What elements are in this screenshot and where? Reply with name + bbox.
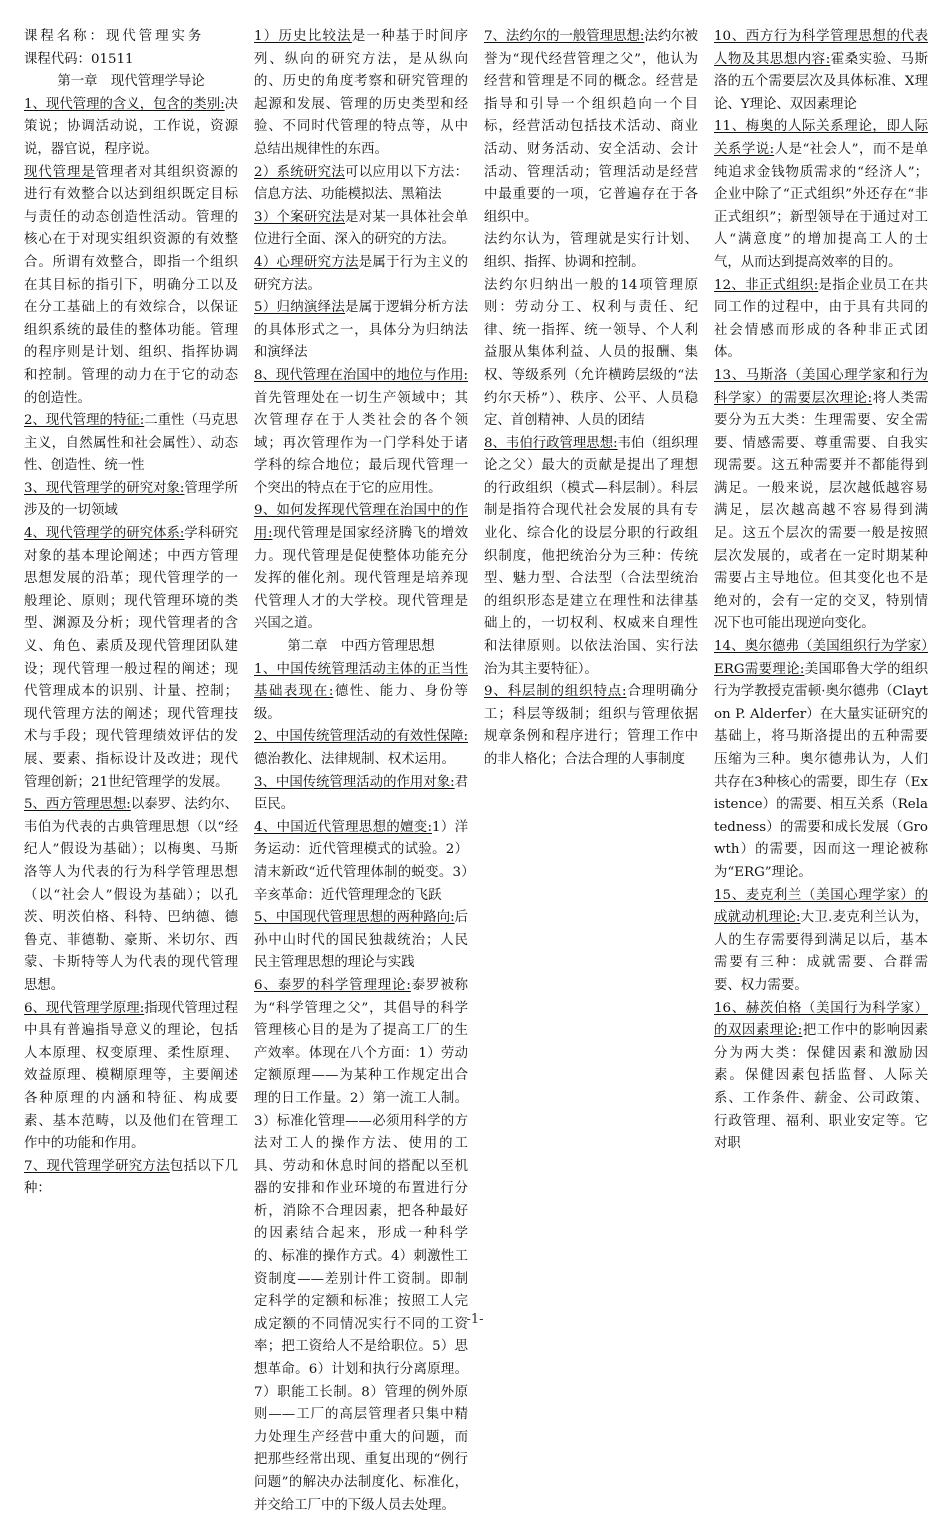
item-text: 决策说；协调活动说，工作说，资源说，器官说，程序说。 xyxy=(24,96,239,157)
ch2-item-12 xyxy=(714,275,928,365)
item-heading: 6、现代管理学原理: xyxy=(24,1000,145,1016)
item-6 xyxy=(24,998,238,1156)
item-heading: 4）心理研究方法 xyxy=(254,254,359,270)
ch2-item-7-paragraph-3: 法约尔归纳出一般的14项管理原则：劳动分工、权利与责任、纪律、统一指挥、统一领导、个人利益服从集体利益、人员的报酬、集权、等级系列（允许横跨层级的“法约尔天桥”）、秩序、公平、人员稳定、首创精神、人员的团结 xyxy=(484,277,698,429)
column-1 xyxy=(24,26,238,1304)
item-heading: 11、梅奥的人际关系理论，即人际关系学说: xyxy=(714,119,928,157)
item-heading: 1、中国传统管理活动主体的正当性基础表现在: xyxy=(254,661,468,700)
page-number: -1- xyxy=(466,1312,484,1327)
ch2-item-6 xyxy=(254,975,468,1517)
ch2-item-15 xyxy=(714,885,928,998)
item-text: 是指企业员工在共同工作的过程中，由于具有共同的社会情感而形成的各种非正式团体。 xyxy=(714,277,928,361)
ch2-item-4 xyxy=(254,817,468,907)
item-heading: 现代管理是 xyxy=(24,164,96,180)
item-heading: 1、现代管理的含义，包含的类别: xyxy=(24,96,225,112)
item-heading: 5）归纳演绎法 xyxy=(254,300,346,316)
ch2-item-7-paragraph-2: 法约尔认为，管理就是实行计划、组织、指挥、协调和控制。 xyxy=(484,232,698,270)
item-heading: 4、中国近代管理思想的嬗变: xyxy=(254,819,433,835)
item-text: 是属于行为主义的研究方法。 xyxy=(254,254,468,293)
course-code: 课程代码：01511 xyxy=(24,51,134,67)
item-text: 以泰罗、法约尔、韦伯为代表的古典管理思想（以“经纪人”假设为基础）；以梅奥、马斯洛等人为代表的行为科学管理思想（以“社会人”假设为基础）；以孔茨、明茨伯格、科特、巴纳德、德鲁克、菲德勒、豪斯、米切尔、西蒙、卡斯特等人为代表的现代管理思想。 xyxy=(24,797,239,993)
method-2 xyxy=(254,162,468,207)
item-heading: 3、中国传统管理活动的作用对象: xyxy=(254,774,455,790)
chapter-1-title: 第一章 现代管理学导论 xyxy=(57,74,205,90)
item-text: 1）洋务运动：近代管理模式的试验。2）清末新政“近代管理体制的蜕变。3）辛亥革命：近代管理理念的飞跃 xyxy=(254,819,468,903)
item-text: 是一种基于时间序列、纵向的研究方法，是从纵向的、历史的角度考察和研究管理的起源和发展、管理的历史类型和经验、不同时代管理的特点等，从中总结出规律性的东西。 xyxy=(254,29,468,157)
item-4 xyxy=(24,523,238,794)
item-heading: 8、现代管理在治国中的地位与作用: xyxy=(254,367,468,383)
item-text: 把工作中的影响因素分为两大类：保健因素和激励因素。保健因素包括监督、人际关系、工作条件、薪金、公司政策、行政管理、福利、职业安定等。它对职 xyxy=(714,1023,929,1152)
item-text: 韦伯（组织理论之父）最大的贡献是提出了理想的行政组织（模式—科层制）。科层制是指符合现代社会发展的具有专业化、综合化的设层分职的行政组织制度，他把统治分为三种：传统型、魅力型、合法型（合法型统治的组织形态是建立在理性和法律基础上的，一切权利、权威来自理性和法律原则。以依法治国、实行法治为其主要特征）。 xyxy=(484,435,699,677)
ch2-item-13 xyxy=(714,365,928,636)
item-text: 管理者对其组织资源的进行有效整合以达到组织既定目标与责任的动态创造性活动。管理的核心在于对现实组织资源的有效整合。所谓有效整合，即指一个组织在其目标的指引下，明确分工以及在分工基础上的有效综合，以保证组织系统的最佳的整体功能。管理的程序则是计划、组织、指挥协调和控制。管理的动力在于它的动态的创造性。 xyxy=(24,164,239,406)
ch2-item-8 xyxy=(484,433,698,682)
item-text: 大卫.麦克利兰认为，人的生存需要得到满足以后，基本需要有三种：成就需要、合群需要、权力需要。 xyxy=(714,910,928,993)
ch2-item-14 xyxy=(714,636,928,885)
ch2-item-7 xyxy=(484,26,698,229)
item-text: 合理明确分工；科层等级制；组织与管理依据规章条例和程序进行；管理工作中的非人格化；合法合理的人事制度 xyxy=(484,684,698,767)
item-text: 是属于逻辑分析方法的具体形式之一，具体分为归纳法和演绎法 xyxy=(254,300,468,361)
ch2-item-9 xyxy=(484,681,698,771)
ch2-item-3 xyxy=(254,772,468,817)
item-text: 首先管理处在一切生产领域中；其次管理存在于人类社会的各个领域；再次管理作为一门学科处于诸学科的综合地位；最后现代管理一个突出的特点在于它的应用性。 xyxy=(254,390,468,496)
item-1 xyxy=(24,94,238,162)
method-3 xyxy=(254,207,468,252)
item-heading: 3、现代管理学的研究对象: xyxy=(24,480,185,496)
item-text: 泰罗被称为“科学管理之父”，其倡导的科学管理核心目的是为了提高工厂的生产效率。体现在八个方面：1）劳动定额原理——为某种工作规定出合理的日工作量。2）第一流工人制。3）标准化管理——必须用科学的方法对工人的操作方法、使用的工具、劳动和休息时间的搭配以至机器的安排和作业环境的布置进行分析，消除不合理因素，把各种最好的因素结合起来，形成一种科学的、标准的操作方式。4）刺激性工资制度——差别计件工资制。即制定科学的定额和标准；按照工人完成定额的不同情况实行不同的工资率；把工资给人不是给职位。5）思想革命。6）计划和执行分离原理。7）职能工长制。8）管理的例外原则——工厂的高层管理者只集中精力处理生产经营中重大的问题，而把那些经常出现、重复出现的“例行问题”的解决办法制度化、标准化，并交给工厂中的下级人员去处理。 xyxy=(254,977,469,1513)
item-text: 可以应用以下方法：信息方法、功能模拟法、黑箱法 xyxy=(254,164,468,203)
item-heading: 7、现代管理学研究方法 xyxy=(24,1158,170,1174)
ch2-item-1 xyxy=(254,659,468,727)
item-heading: 1）历史比较法 xyxy=(254,29,352,44)
item-text: 霍桑实验、马斯洛的五个需要层次及具体标准、X理论、Y理论、双因素理论 xyxy=(714,51,929,112)
item-heading: 3）个案研究法 xyxy=(254,209,346,225)
item-9 xyxy=(254,500,468,636)
item-heading: 9、科层制的组织特点: xyxy=(484,684,627,700)
item-heading: 5、西方管理思想: xyxy=(24,797,131,813)
item-1-definition xyxy=(24,162,238,411)
item-text: 二重性（马克思主义，自然属性和社会属性）、动态性、创造性、统一性 xyxy=(24,413,239,474)
item-heading: 15、麦克利兰（美国心理学家）的成就动机理论: xyxy=(714,887,928,926)
ch2-item-2 xyxy=(254,726,468,771)
item-text: 管理学所涉及的一切领域 xyxy=(24,480,239,519)
item-heading: 12、非正式组织: xyxy=(714,277,819,293)
item-7 xyxy=(24,1156,238,1201)
course-name: 课程名称：现代管理实务 xyxy=(24,29,205,44)
item-heading: 2、中国传统管理活动的有效性保障: xyxy=(254,729,468,745)
method-1 xyxy=(254,26,468,162)
item-text: 美国耶鲁大学的组织行为学教授克雷顿·奥尔德弗（Clayton P. Alderfer）在大量实证研究的基础上，将马斯洛提出的五种需要压缩为三种。奥尔德弗认为，人们共存在3种核心的需要，即生存（Existence）的需要、相互关系（Relatedness）的需要和成长发展（Growth）的需要，因而这一理论被称为“ERG”理论。 xyxy=(714,661,928,880)
ch2-item-11 xyxy=(714,116,928,274)
item-heading: 10、西方行为科学管理思想的代表人物及其思想内容: xyxy=(714,29,928,67)
item-heading: 4、现代管理学的研究体系: xyxy=(24,526,185,542)
item-5 xyxy=(24,794,238,997)
item-heading: 14、奥尔德弗（美国组织行为学家）ERG需要理论: xyxy=(714,639,928,677)
ch2-item-5 xyxy=(254,907,468,975)
item-heading: 2）系统研究法 xyxy=(254,164,346,180)
item-heading: 7、法约尔的一般管理思想: xyxy=(484,29,645,44)
ch2-item-16 xyxy=(714,998,928,1156)
item-heading: 8、韦伯行政管理思想: xyxy=(484,435,618,451)
item-heading: 6、泰罗的科学管理理论: xyxy=(254,977,411,993)
item-heading: 9、如何发挥现代管理在治国中的作用: xyxy=(254,503,468,542)
item-heading: 16、赫茨伯格（美国行为科学家）的双因素理论: xyxy=(714,1000,928,1039)
item-text: 学科研究对象的基本理论阐述；中西方管理思想发展的沿革；现代管理学的一般理论、原则；现代管理环境的类型、渊源及分析；现代管理者的含义、角色、素质及现代管理团队建设；现代管理一般过程的阐述；现代管理成本的识别、计量、控制；现代管理方法的阐述；现代管理技术与手段；现代管理绩效评估的发展、要素、指标设计及改进；现代管理创新；21世纪管理学的发展。 xyxy=(24,526,239,790)
item-text: 现代管理是国家经济腾飞的增效力。现代管理是促使整体功能充分发挥的催化剂。现代管理是培养现代管理人才的大学校。现代管理是兴国之道。 xyxy=(254,526,469,632)
item-heading: 13、马斯洛（美国心理学家和行为科学家）的需要层次理论: xyxy=(714,367,928,406)
item-text: 德治教化、法律规制、权术运用。 xyxy=(254,752,455,767)
item-text: 将人类需要分为五大类：生理需要、安全需要、情感需要、尊重需要、自我实现需要。这五种需要并不都能得到满足。一般来说，层次越低越容易满足，层次越高越不容易得到满足。这五个层次的需要一般是按照层次发展的，或者在一定时期某种需要占主导地位。但其变化也不是绝对的，会有一定的交叉，特别情况下也可能出现逆向变化。 xyxy=(714,390,929,632)
item-text: 君臣民。 xyxy=(254,774,469,813)
column-4 xyxy=(714,26,928,1304)
column-2 xyxy=(254,26,469,1513)
column-3 xyxy=(484,26,698,1304)
item-text: 指现代管理过程中具有普遍指导意义的理论，包括人本原理、权变原理、柔性原理、效益原理、模糊原理等，主要阐述各种原理的内涵和特征、构成要素、基本范畴，以及他们在管理工作中的功能和作用。 xyxy=(24,1000,239,1152)
method-4 xyxy=(254,252,468,297)
item-text: 德性、能力、身份等级。 xyxy=(254,684,468,722)
item-text: 包括以下几种： xyxy=(24,1158,238,1197)
chapter-2-title: 第二章 中西方管理思想 xyxy=(287,639,435,655)
item-heading: 2、现代管理的特征: xyxy=(24,413,145,429)
item-2 xyxy=(24,410,238,478)
item-text: 法约尔被誉为“现代经营管理之父”，他认为经营和管理是不同的概念。经营是指导和引导一个组织趋向一个目标，经营活动包括技术活动、商业活动、财务活动、安全活动、会计活动、管理活动；管理活动是经营中最重要的一项，它普遍存在于各组织中。 xyxy=(484,29,699,225)
item-3 xyxy=(24,478,238,523)
item-text: 是对某一具体社会单位进行全面、深入的研究的方法。 xyxy=(254,209,468,248)
item-text: 后孙中山时代的国民独裁统治；人民民主管理思想的理论与实践 xyxy=(254,910,469,971)
item-8 xyxy=(254,365,468,501)
item-heading: 5、中国现代管理思想的两种路向: xyxy=(254,910,455,926)
method-5 xyxy=(254,297,468,365)
item-text: 人是“社会人”，而不是单纯追求金钱物质需求的“经济人”；企业中除了“正式组织”外还存在“非正式组织”；新型领导在于通过对工人“满意度”的增加提高工人的士气，从而达到提高效率的目的。 xyxy=(714,141,928,270)
ch2-item-10 xyxy=(714,26,928,116)
